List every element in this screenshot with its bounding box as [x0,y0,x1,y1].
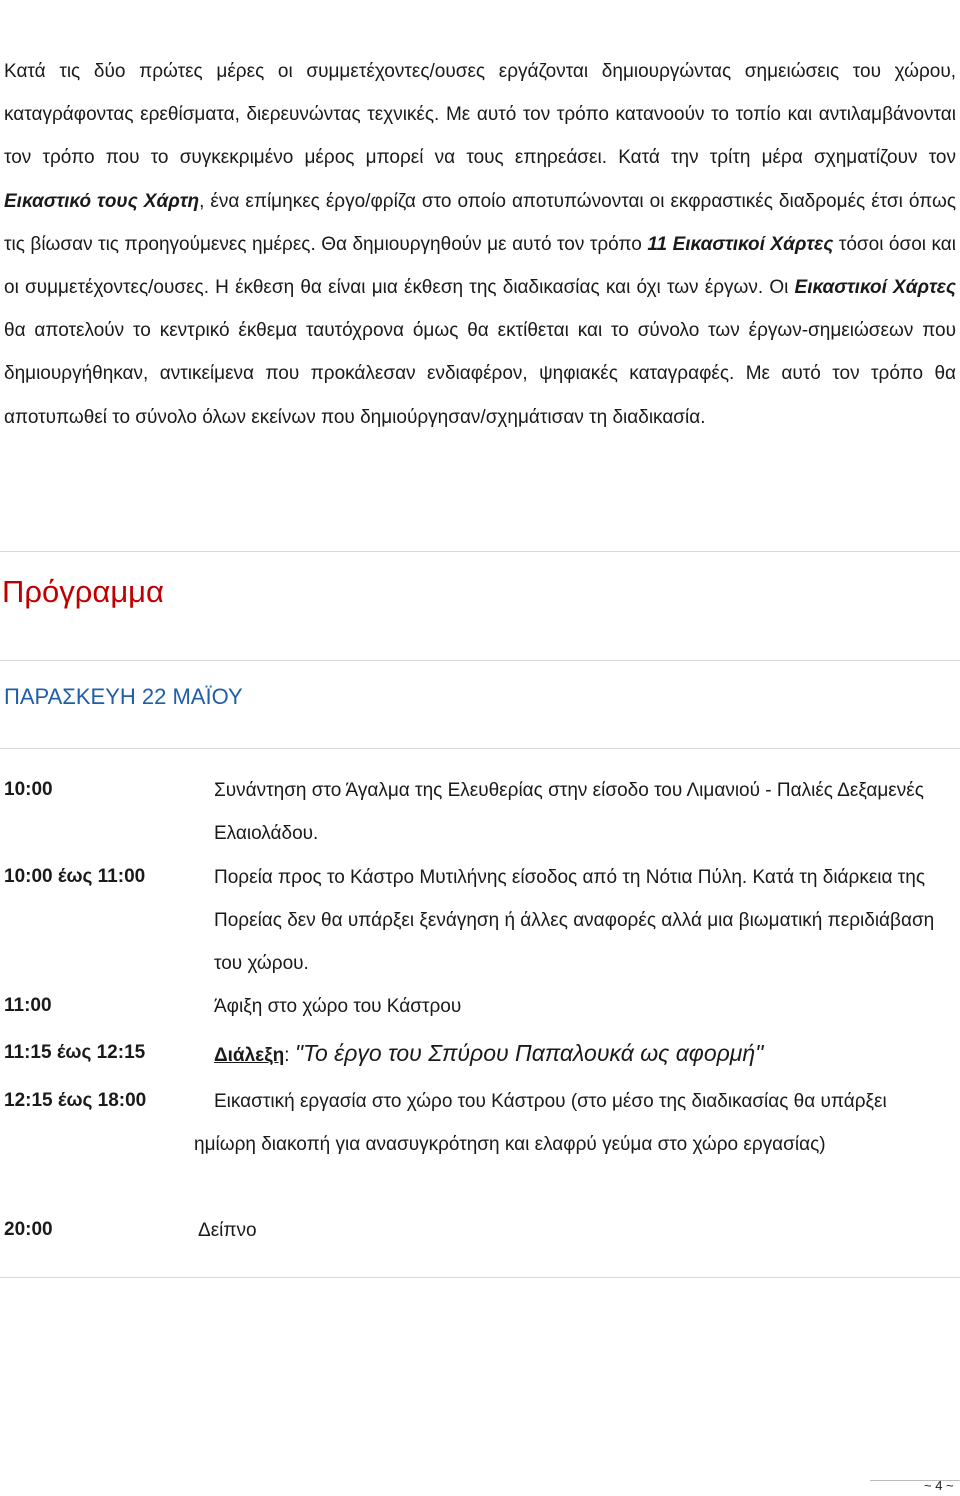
emphasis-eleven-maps: 11 Εικαστικοί Χάρτες [647,233,834,255]
intro-text-2b: , ένα επίμηκες έργο/φρίζα στο οποίο αποτυπώνονται οι εκφραστικές διαδρομές έτσι όπως τις βίωσαν τις προηγούμενες ημέρες. Θα δημιουργηθούν με αυτό τον τρόπο [4,190,957,255]
schedule-description: Δείπνο [198,1220,257,1241]
day-heading: ΠΑΡΑΣΚΕΥΗ 22 ΜΑΪΟΥ [4,684,243,709]
emphasis-visual-maps: Εικαστικοί Χάρτες [794,277,956,299]
lecture-separator: : [284,1045,295,1066]
intro-text-2c: τόσοι όσοι και οι συμμετέχοντες/ουσες. Η έκθεση θα είναι μια έκθεση της διαδικασίας και όχι των έργων. Οι [4,233,956,299]
program-title: Πρόγραμμα [2,574,164,609]
page-number: ~ 4 ~ [924,1478,954,1493]
schedule-description: Πορεία προς το Κάστρο Μυτιλήνης είσοδος από τη Νότια Πύλη. Κατά τη διάρκεια της Πορείας δεν θα υπάρξει ξενάγηση ή άλλες αναφορές αλλά μια βιωματική περιδιάβαση του χώρου. [214,867,935,974]
divider [0,551,960,552]
intro-text-2d: θα αποτελούν το κεντρικό έκθεμα ταυτόχρονα όμως θα εκτίθεται και το σύνολο των έργων-σημειώσεων που δημιουργήθηκαν, αντικείμενα που προκάλεσαν ενδιαφέρον, ψηφιακές καταγραφές. Με αυτό τον τρόπο θα αποτυπωθεί το σύνολο όλων εκείνων που δημιούργησαν/σχημάτισαν τη διαδικασία. [4,320,956,428]
emphasis-visual-map: Εικαστικό τους Χάρτη [4,190,200,212]
divider [0,748,960,749]
schedule-time: 10:00 [4,779,53,800]
schedule-time: 20:00 [4,1219,53,1240]
schedule-description: Εικαστική εργασία στο χώρο του Κάστρου (στο μέσο της διαδικασίας θα υπάρξει ημίωρη διακοπή για ανασυγκρότηση και ελαφρύ γεύμα στο χώρο εργασίας) [194,1091,887,1155]
schedule-description: Συνάντηση στο Άγαλμα της Ελευθερίας στην είσοδο του Λιμανιού - Παλιές Δεξαμενές Ελαιολάδου. [214,780,924,844]
schedule-description [214,1032,958,1077]
lecture-title: "Το έργο του Σπύρου Παπαλουκά ως αφορμή" [294,1040,764,1066]
lecture-label: Διάλεξη [214,1045,285,1066]
schedule-time: 11:00 [4,995,52,1016]
schedule-time: 10:00 έως 11:00 [4,866,146,887]
divider [0,660,960,661]
schedule-time: 11:15 έως 12:15 [4,1042,146,1063]
schedule-description: Άφιξη στο χώρο του Κάστρου [214,996,462,1017]
intro-text-2a: Κατά την τρίτη μέρα σχηματίζουν τον [618,147,956,169]
intro-text-1: Κατά τις δύο πρώτες μέρες οι συμμετέχοντες/ουσες εργάζονται δημιουργώντας σημειώσεις του χώρου, καταγράφοντας ερεθίσματα, διερευνώντας τεχνικές. Με αυτό τον τρόπο κατανοούν το τοπίο και αντιλαμβάνονται τον τρόπο που το συγκεκριμένο μέρος μπορεί να τους επηρεάσει. [4,61,956,169]
intro-paragraph [4,50,956,439]
divider [0,1277,960,1278]
schedule-time: 12:15 έως 18:00 [4,1090,147,1111]
